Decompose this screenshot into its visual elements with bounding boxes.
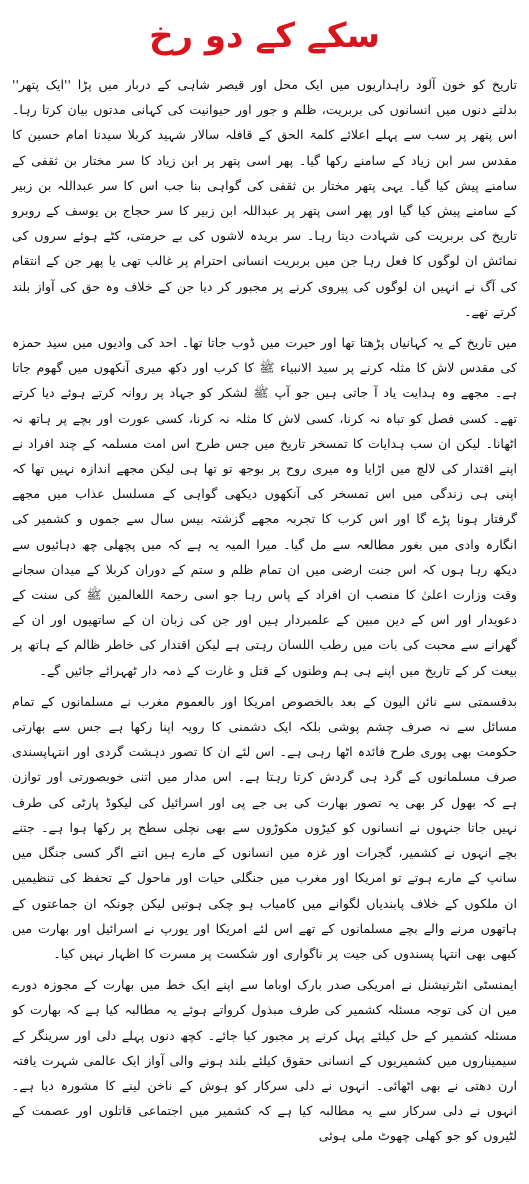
article-body xyxy=(12,72,517,1149)
paragraph: میں تاریخ کے یہ کہانیاں پڑھتا تھا اور حیرت میں ڈوب جاتا تھا۔ احد کی وادیوں میں سید حمزہ کی مقدس لاش کا مثلہ کرنے پر سید الانبیاء ﷺ کا کرب اور دکھ میری آنکھوں میں گھوم جاتا ہے۔ مجھے وہ ہدایت یاد آ جاتی ہیں جو آپ ﷺ لشکر کو جہاد پر روانہ کرتے ہوئے دیا کرتے تھے۔ کسی فصل کو تباہ نہ کرنا، کسی لاش کا مثلہ نہ کرنا، کسی عورت اور بچے پر ہاتھ نہ اٹھانا۔ لیکن ان سب ہدایات کا تمسخر تاریخ میں جس طرح اس امت مسلمہ کے چند افراد نے اپنے اقتدار کی لالچ میں اڑایا وہ میری روح پر بوجھ تو تھا ہی لیکن مجھے اندازہ نہیں تھا کہ اپنی ہی زندگی میں اس تمسخر کی آنکھوں دیکھی گواہی کے مسلسل عذاب میں مجھے گرفتار ہونا پڑے گا اور اس کرب کا تجربہ مجھے گزشتہ بیس سال سے جموں و کشمیر کی انگارہ وادی میں بغور مطالعہ سے مل گیا۔ میرا المیہ یہ ہے کہ میں پچھلی چھ دہائیوں سے دیکھ رہا ہوں کہ اس جنت ارضی میں ان تمام ظلم و ستم کے دوران کربلا کے میدان سجانے وقت وزارت اعلیٰ کا منصب ان افراد کے پاس رہا جو اسی رحمۃ اللعالمین ﷺ کی سنت کے دعویدار اور اس کے دین مبین کے علمبردار ہیں اور جن کی زبان ان کے ساتھیوں اور ان کے گھرانے سے محبت کی بات میں رطب اللسان رہتی ہے لیکن اقتدار کی خاطر ظالم کے ہاتھ پر بیعت کر کے تاریخ میں اپنے ہی ہم وطنوں کے قتل و غارت کے ذمہ دار ٹھہرائے جائیں گے۔ xyxy=(12,335,517,678)
paragraph: تاریخ کو خون آلود راہداریوں میں ایک محل اور قیصر شاہی کے دربار میں پڑا ''ایک پتھر'' بدلتے دنوں میں انسانوں کی بربریت، ظلم و جور اور حیوانیت کی کہانی مدتوں بیان کرتا رہا۔ اس پتھر پر سب سے پہلے اعلائے کلمۃ الحق کے قافلہ سالار شہید کربلا سیدنا امام حسین کا مقدس سر ابن زیاد کے سامنے رکھا گیا۔ پھر اسی پتھر پر ابن زیاد کا سر مختار بن ثقفی کے سامنے پیش کیا گیا۔ یہی پتھر مختار بن ثقفی کی گواہی بنا جب اس کا سر عبداللہ بن زبیر کے سامنے پیش کیا گیا اور پھر اسی پتھر پر عبداللہ ابن زبیر کا سر حجاج بن یوسف کے روبرو تاریخ کی بربریت کی شہادت دیتا رہا۔ سر بریدہ لاشوں کی بے حرمتی، کٹے ہوئے سروں کی نمائش ان لوگوں کا فعل رہا جن میں بربریت انسانی احترام پر غالب تھی یا پھر جن کے انتقام کی آگ نے انہیں ان لوگوں کی پیروی کرنے پر مجبور کر دیا جن کے خلاف وہ حق کی آواز بلند کرتے تھے۔ xyxy=(12,77,517,319)
article-title: سکے کے دو رخ xyxy=(149,16,380,56)
paragraph: ایمنسٹی انٹرنیشنل نے امریکی صدر بارک اوباما سے اپنے ایک خط میں بھارت کے مجوزہ دورے میں ان کی توجہ مسئلہ کشمیر کی طرف مبذول کرواتے ہوئے یہ مطالبہ کیا ہے کہ بھارت کو مسئلہ کشمیر کے حل کیلئے پہل کرنے پر مجبور کیا جائے۔ کچھ دنوں پہلے دلی اور سرینگر کے سیمیناروں میں کشمیریوں کے انسانی حقوق کیلئے بلند ہونے والی آواز ایک عالمی شہرت یافتہ ارن دھتی نے بھی اٹھائی۔ انہوں نے دلی سرکار کو ہوش کے ناخن لینے کا مشورہ دیا ہے۔ انہوں نے دلی سرکار سے یہ مطالبہ کیا ہے کہ کشمیر میں اجتماعی قاتلوں اور عصمت کے لٹیروں کو جو کھلی چھوٹ ملی ہوئی xyxy=(12,977,517,1144)
paragraph: بدقسمتی سے نائن الیون کے بعد بالخصوص امریکا اور بالعموم مغرب نے مسلمانوں کے تمام مسائل سے نہ صرف چشم پوشی بلکہ ایک دشمنی کا رویہ اپنا رکھا ہے جس سے بھارتی حکومت بھی پوری طرح فائدہ اٹھا رہی ہے۔ اس لئے ان کا تصور دہشت گردی اور انتہاپسندی صرف مسلمانوں کے گرد ہی گردش کرتا رہتا ہے۔ اس مدار میں اتنی خوبصورتی اور توازن ہے کہ بھول کر بھی یہ تصور بھارت کی بی جے پی اور اسرائیل کی لیکوڈ پارٹی کی طرف نہیں جاتا جنہوں نے انسانوں کو کیڑوں مکوڑوں سے بھی نچلی سطح پر رکھا ہوا ہے۔ جتنے بچے انہوں نے کشمیر، گجرات اور غزہ میں انسانوں کے مارے ہیں اتنے اگر کسی جنگل میں سانپ کے مارے ہوتے تو امریکا اور مغرب میں جنگلی حیات اور ماحول کے تحفظ کی تنظیمیں ان ملکوں کے خلاف پابندیاں لگوانے میں کامیاب ہو چکی ہوتیں لیکن چونکہ ان جماعتوں کے ہاتھوں مرنے والے بچے مسلمانوں کے تھے اس لئے امریکا اور یورپ نے اسرائیل اور بھارت میں کبھی بھی انتہا پسندوں کی جیت پر ناگواری اور شکست پر مسرت کا اظہار نہیں کیا۔ xyxy=(12,693,517,961)
